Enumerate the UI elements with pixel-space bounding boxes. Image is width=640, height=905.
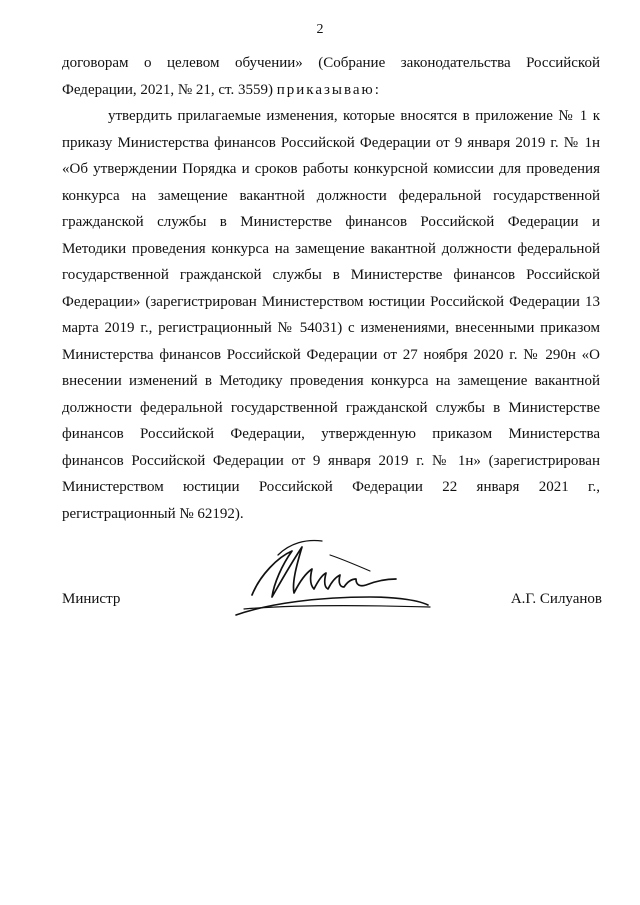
paragraph-order-content: утвердить прилагаемые изменения, которые вносятся в приложение № 1 к приказу Министерства финансов Российской Федерации от 9 января 2019 г. № 1н «Об утверждении Порядка и сроков работы конкурсной комиссии для проведения конкурса на замещение вакантной должности федеральной государственной гражданской службы в Министерстве финансов Российской Федерации и Методики проведения конкурса на замещение вакантной должности федеральной государственной гражданской службы в Министерстве финансов Российской Федерации» (зарегистрирован Министерством юстиции Российской Федерации 13 марта 2019 г., регистрационный № 54031) с изменениями, внесенными приказом Министерства финансов Российской Федерации от 27 ноября 2020 г. № 290н «О внесении изменений в Методику проведения конкурса на замещение вакантной должности федеральной государственной гражданской службы в Министерстве финансов Российской Федерации, утвержденную приказом Министерства финансов Российской Федерации от 9 января 2019 г. № 1н» (зарегистрирован Министерством юстиции Российской Федерации 22 января 2021 г., регистрационный № 62192).	[62, 108, 600, 522]
document-body	[62, 50, 600, 527]
order-keyword: приказываю:	[276, 81, 381, 98]
paragraph-order-basis	[62, 50, 600, 103]
signature-block	[62, 535, 600, 630]
handwritten-signature-icon	[230, 535, 440, 625]
paragraph-order-basis-text: договорам о целевом обучении» (Собрание законодательства Российской Федерации, 2021, № 21, ст. 3559)	[62, 55, 600, 98]
signatory-title: Министр	[62, 591, 121, 607]
signatory-name: А.Г. Силуанов	[510, 591, 602, 607]
page-number: 2	[316, 22, 324, 37]
